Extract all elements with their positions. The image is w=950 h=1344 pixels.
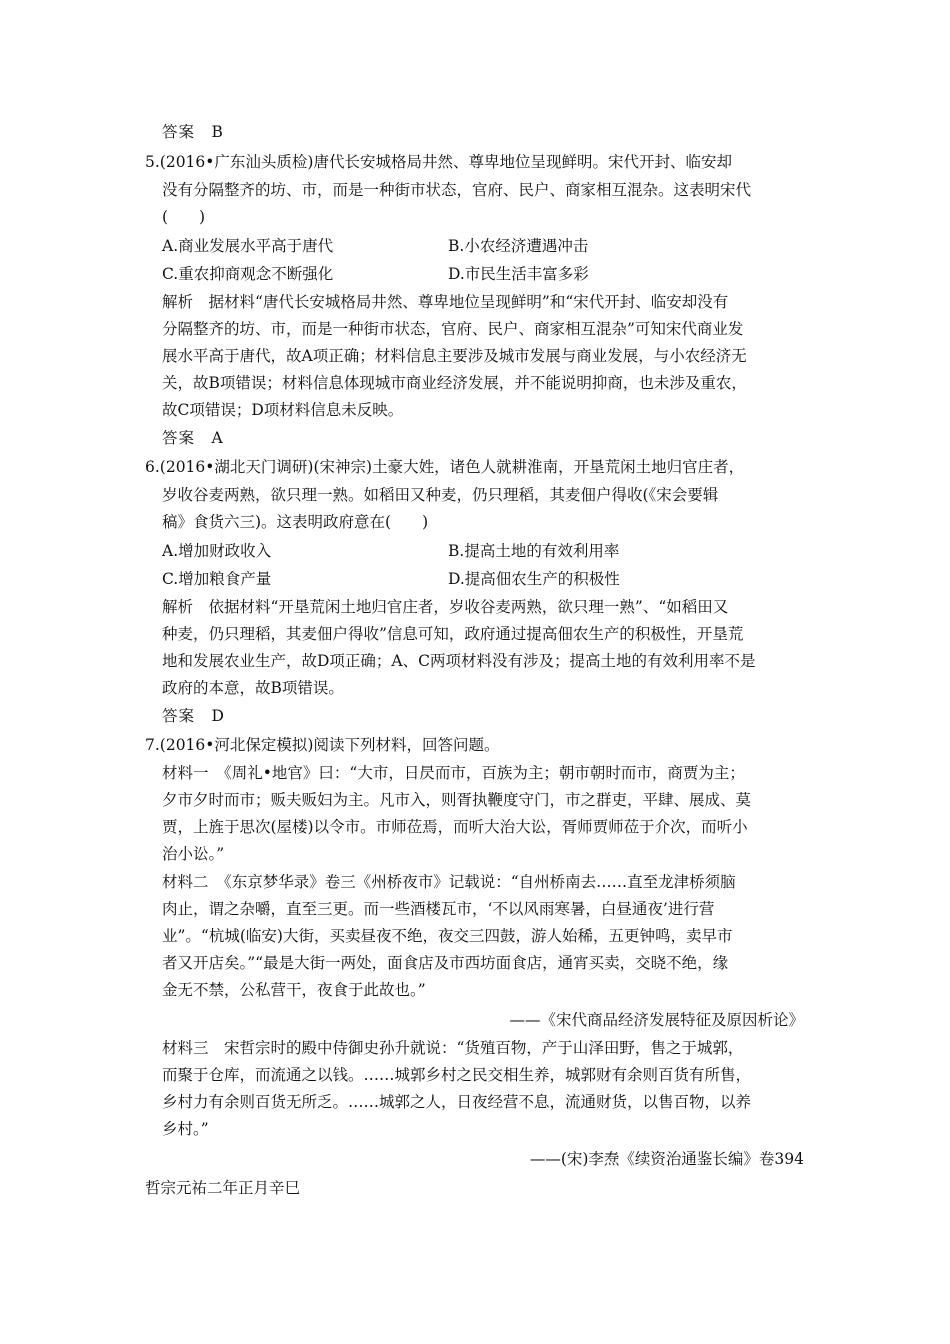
question-5-analysis-line-4: 关，故B项错误；材料信息体现城市商业经济发展，并不能说明抑商，也未涉及重农，	[162, 374, 747, 392]
question-6-analysis-line-1: 解析 依据材料“开垦荒闲土地归官庄者，岁收谷麦两熟，欲只理一熟”、“如稻田又	[162, 598, 729, 616]
material-1-line-3: 贾，上旌于思次(屋楼)以令市。市师莅焉，而听大治大讼，胥师贾师莅于介次，而听小	[162, 818, 748, 836]
material-2-line-1: 材料二 《东京梦华录》卷三《州桥夜市》记载说：“自州桥南去……直至龙津桥须脑	[162, 873, 736, 891]
question-6-option-d: D.提高佃农生产的积极性	[448, 570, 620, 588]
material-1-line-1: 材料一 《周礼•地官》曰：“大市，日昃而市，百族为主；朝市朝时而市，商贾为主；	[162, 764, 745, 782]
question-6-analysis-line-3: 地和发展农业生产，故D项正确；A、C两项材料没有涉及；提高土地的有效利用率不是	[162, 652, 756, 670]
question-5-analysis-line-3: 展水平高于唐代，故A项正确；材料信息主要涉及城市发展与商业发展，与小农经济无	[162, 347, 747, 365]
question-6-stem-line-1: 6.(2016•湖北天门调研)(宋神宗)土豪大姓，诸色人就耕淮南，开垦荒闲土地归官庄者，	[145, 458, 745, 476]
question-6-analysis-line-2: 种麦，仍只理稻，其麦佃户得收”信息可知，政府通过提高佃农生产的积极性，开垦荒	[162, 625, 744, 643]
material-2-line-4: 者又开店矣。”“最是大街一两处，面食店及市西坊面食店，通宵买卖，交晓不绝，缘	[162, 954, 729, 972]
question-5-analysis-line-1: 解析 据材料“唐代长安城格局井然、尊卑地位呈现鲜明”和“宋代开封、临安却没有	[162, 293, 729, 311]
question-5-analysis-line-5: 故C项错误；D项材料信息未反映。	[162, 401, 404, 419]
material-3-line-4: 乡村。”	[162, 1120, 209, 1138]
material-2-line-5: 金无不禁，公私营干，夜食于此故也。”	[162, 981, 426, 999]
question-6-analysis-line-4: 政府的本意，故B项错误。	[162, 679, 344, 697]
question-5-analysis-line-2: 分隔整齐的坊、市，而是一种街市状态，官府、民户、商家相互混杂”可知宋代商业发	[162, 320, 744, 338]
material-2-source: ——《宋代商品经济发展特征及原因析论》	[509, 1011, 804, 1029]
question-6-option-a: A.增加财政收入	[162, 542, 272, 560]
question-6-stem-line-3: 稿》食货六三)。这表明政府意在( )	[162, 513, 429, 531]
material-1-line-4: 治小讼。”	[162, 845, 225, 863]
material-2-line-2: 肉止，谓之杂嚼，直至三更。而一些酒楼瓦市，‘不以风雨寒暑，白昼通夜’进行营	[162, 900, 715, 918]
material-3-line-2: 而聚于仓库，而流通之以钱。……城郭乡村之民交相生养，城郭财有余则百货有所售，	[162, 1066, 752, 1084]
question-5-stem-line-2: 没有分隔整齐的坊、市，而是一种街市状态，官府、民户、商家相互混杂。这表明宋代	[162, 181, 752, 199]
answer-q6: 答案 D	[162, 707, 225, 725]
material-3-source-date: 哲宗元祐二年正月辛巳	[145, 1179, 301, 1197]
question-5-option-a: A.商业发展水平高于唐代	[162, 237, 334, 255]
question-5-option-d: D.市民生活丰富多彩	[448, 265, 589, 283]
question-6-option-c: C.增加粮食产量	[162, 570, 272, 588]
material-3-line-1: 材料三 宋哲宗时的殿中侍御史孙升就说：“货殖百物，产于山泽田野，售之于城郭，	[162, 1039, 744, 1057]
answer-q5: 答案 A	[162, 429, 224, 447]
answer-q4: 答案 B	[162, 123, 224, 141]
material-3-source: ——(宋)李焘《续资治通鉴长编》卷394	[529, 1150, 804, 1168]
question-6-option-b: B.提高土地的有效利用率	[448, 542, 620, 560]
material-1-line-2: 夕市夕时而市；贩夫贩妇为主。凡市入，则胥执鞭度守门，市之群吏，平肆、展成、莫	[162, 791, 752, 809]
material-3-line-3: 乡村力有余则百货无所乏。……城郭之人，日夜经营不息，流通财货，以售百物，以养	[162, 1093, 752, 1111]
question-5-option-c: C.重农抑商观念不断强化	[162, 265, 334, 283]
question-5-stem-line-3: ( )	[162, 208, 206, 226]
question-6-stem-line-2: 岁收谷麦两熟，欲只理一熟。如稻田又种麦，仍只理稻，其麦佃户得收(《宋会要辑	[162, 486, 719, 504]
material-2-line-3: 业”。“杭城(临安)大街，买卖昼夜不绝，夜交三四鼓，游人始稀，五更钟鸣，卖早市	[162, 927, 733, 945]
question-7-stem: 7.(2016•河北保定模拟)阅读下列材料，回答问题。	[145, 736, 500, 754]
question-5-option-b: B.小农经济遭遇冲击	[448, 237, 589, 255]
question-5-stem-line-1: 5.(2016•广东汕头质检)唐代长安城格局井然、尊卑地位呈现鲜明。宋代开封、临安却	[145, 153, 732, 171]
